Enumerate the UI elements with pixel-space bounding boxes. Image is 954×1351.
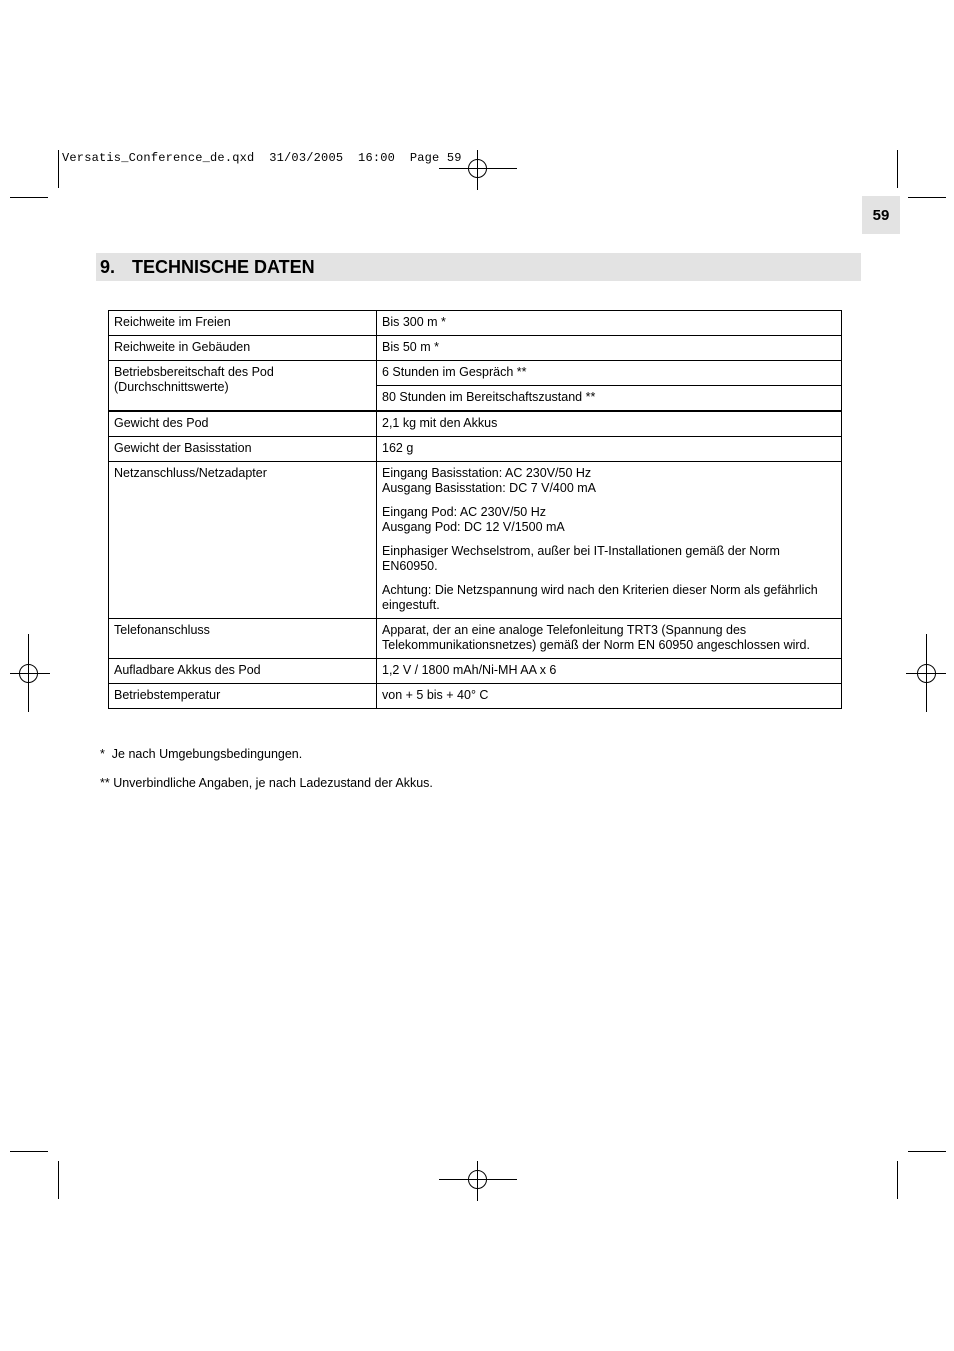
spec-label-line: Betriebsbereitschaft des Pod [114, 365, 274, 379]
spec-line: eingestuft. [382, 598, 440, 612]
spec-table [108, 310, 842, 709]
spec-value: von + 5 bis + 40° C [377, 684, 842, 709]
spec-label: Betriebstemperatur [109, 684, 377, 709]
table-row [109, 361, 842, 386]
table-row [109, 437, 842, 462]
spec-label: Gewicht des Pod [109, 411, 377, 437]
spec-line: Telekommunikationsnetzes) gemäß der Norm EN 60950 angeschlossen wird. [382, 638, 810, 652]
spec-line: Einphasiger Wechselstrom, außer bei IT-Installationen gemäß der Norm [382, 544, 780, 558]
section-heading [96, 253, 861, 281]
table-row [109, 336, 842, 361]
spec-paragraph [382, 505, 836, 535]
spec-value: 80 Stunden im Bereitschaftszustand ** [377, 386, 842, 412]
spec-line: Achtung: Die Netzspannung wird nach den Kriterien dieser Norm als gefährlich [382, 583, 818, 597]
registration-mark-right [906, 634, 946, 712]
spec-paragraph [382, 466, 836, 496]
spec-value [377, 462, 842, 619]
spec-value: 162 g [377, 437, 842, 462]
spec-value: Bis 300 m * [377, 311, 842, 336]
table-row [109, 411, 842, 437]
registration-mark-bottom [439, 1161, 517, 1201]
crop-mark-tr-v [897, 150, 898, 188]
spec-line: Ausgang Basisstation: DC 7 V/400 mA [382, 481, 597, 495]
table-row [109, 684, 842, 709]
spec-paragraph [382, 583, 836, 613]
table-row [109, 462, 842, 619]
registration-mark-top [439, 150, 517, 190]
spec-value: 1,2 V / 1800 mAh/Ni-MH AA x 6 [377, 659, 842, 684]
spec-label: Aufladbare Akkus des Pod [109, 659, 377, 684]
section-number: 9. [100, 256, 116, 277]
footnote-double-star: ** Unverbindliche Angaben, je nach Ladezustand der Akkus. [100, 776, 433, 790]
crop-mark-bl-h [10, 1151, 48, 1152]
spec-label: Reichweite im Freien [109, 311, 377, 336]
table-row [109, 311, 842, 336]
spec-label: Reichweite in Gebäuden [109, 336, 377, 361]
crop-mark-br-h [908, 1151, 946, 1152]
spec-label [109, 361, 377, 412]
registration-mark-left [10, 634, 50, 712]
crop-mark-tl-h [10, 197, 48, 198]
spec-value: 2,1 kg mit den Akkus [377, 411, 842, 437]
spec-value: Bis 50 m * [377, 336, 842, 361]
spec-value: 6 Stunden im Gespräch ** [377, 361, 842, 386]
spec-value [377, 619, 842, 659]
crop-mark-bl-v [58, 1161, 59, 1199]
crop-mark-tl-v [58, 150, 59, 188]
spec-line: Apparat, der an eine analoge Telefonleitung TRT3 (Spannung des [382, 623, 747, 637]
table-row [109, 659, 842, 684]
spec-line: Eingang Basisstation: AC 230V/50 Hz [382, 466, 592, 480]
spec-paragraph [382, 544, 836, 574]
crop-mark-br-v [897, 1161, 898, 1199]
footnote-single-star: * Je nach Umgebungsbedingungen. [100, 747, 303, 761]
spec-line: Ausgang Pod: DC 12 V/1500 mA [382, 520, 565, 534]
spec-label: Netzanschluss/Netzadapter [109, 462, 377, 619]
crop-mark-tr-h [908, 197, 946, 198]
spec-label: Gewicht der Basisstation [109, 437, 377, 462]
spec-label-line: (Durchschnittswerte) [114, 380, 229, 394]
print-slug: Versatis_Conference_de.qxd 31/03/2005 16:00 Page 59 [62, 151, 462, 165]
page-number: 59 [862, 196, 900, 234]
table-row [109, 619, 842, 659]
section-title: TECHNISCHE DATEN [132, 256, 315, 277]
spec-line: EN60950. [382, 559, 438, 573]
spec-line: Eingang Pod: AC 230V/50 Hz [382, 505, 547, 519]
spec-label: Telefonanschluss [109, 619, 377, 659]
